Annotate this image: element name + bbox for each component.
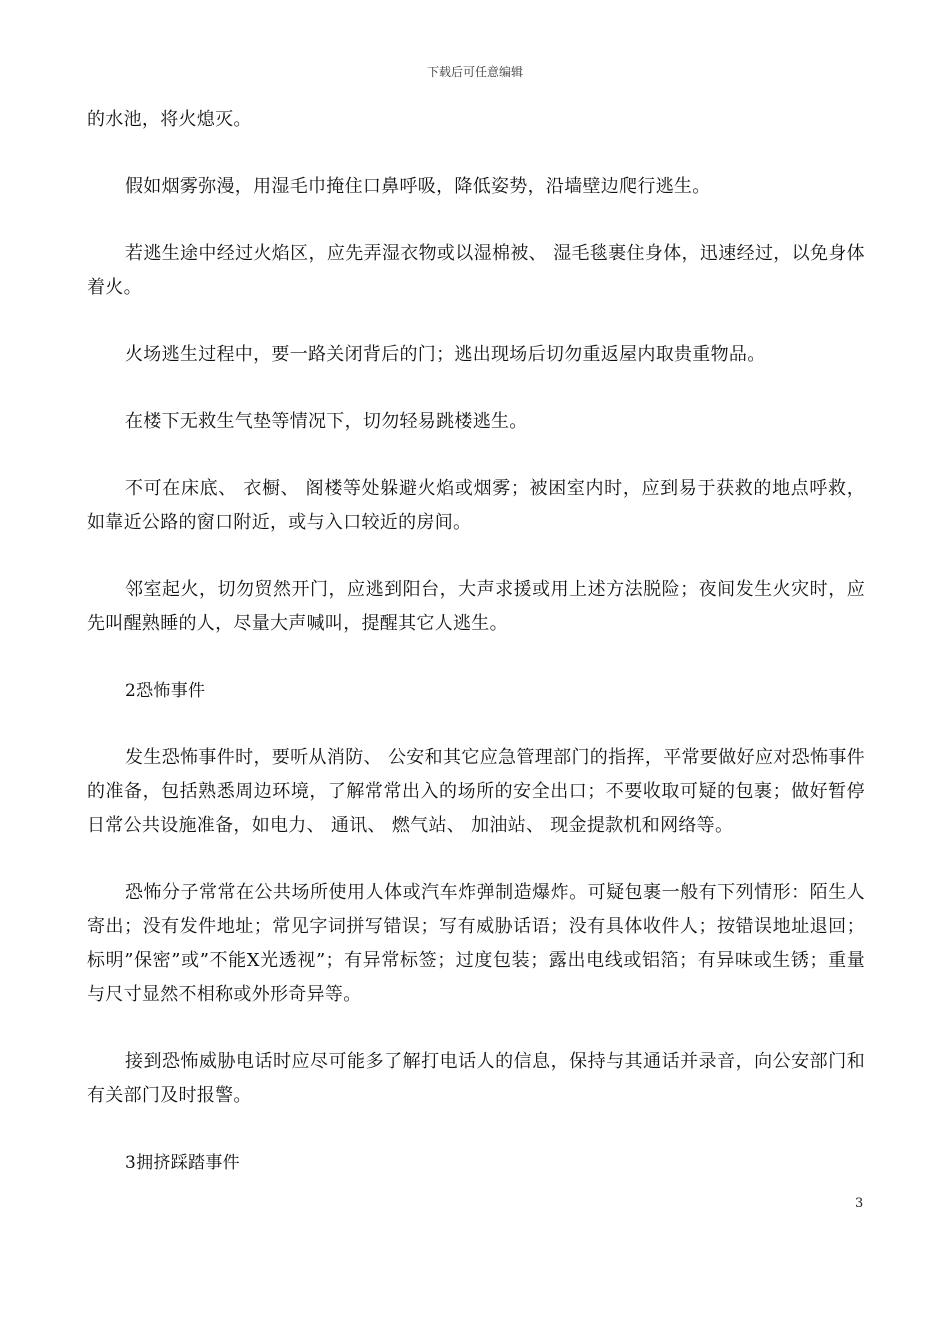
paragraph-neighbor-fire: 邻室起火，切勿贸然开门，应逃到阳台，大声求援或用上述方法脱险；夜间发生火灾时，应先叫醒熟睡的人，尽量大声喊叫，提醒其它人逃生。 bbox=[87, 579, 865, 634]
paragraph-suspicious-package: 恐怖分子常常在公共场所使用人体或汽车炸弹制造爆炸。可疑包裹一般有下列情形：陌生人寄出；没有发件地址；常见字词拼写错误；写有威胁话语；没有具体收件人；按错误地址退回；标明”保密”或”不能X光透视”；有异常标签；过度包装；露出电线或铝箔；有异味或生锈；重量与尺寸显然不相称或外形奇异等。 bbox=[87, 882, 865, 1005]
paragraph-terror-prep: 发生恐怖事件时，要听从消防、 公安和其它应急管理部门的指挥，平常要做好应对恐怖事件的准备，包括熟悉周边环境，了解常常出入的场所的安全出口；不要收取可疑的包裹；做好暂停日常公共设施准备，如电力、 通讯、 燃气站、 加油站、 现金提款机和网络等。 bbox=[87, 747, 865, 836]
section-heading-terror: 2恐怖事件 bbox=[125, 681, 206, 701]
paragraph-flame-zone: 若逃生途中经过火焰区，应先弄湿衣物或以湿棉被、 湿毛毯裹住身体，迅速经过，以免身体着火。 bbox=[87, 243, 865, 298]
paragraph-smoke: 假如烟雾弥漫，用湿毛巾掩住口鼻呼吸，降低姿势，沿墙壁边爬行逃生。 bbox=[125, 176, 711, 197]
page-number: 3 bbox=[855, 1196, 864, 1211]
paragraph-no-jumping: 在楼下无救生气垫等情况下，切勿轻易跳楼逃生。 bbox=[125, 411, 528, 432]
document-body bbox=[87, 103, 865, 1213]
page-header: 下载后可任意编辑 bbox=[426, 65, 523, 79]
paragraph-hiding: 不可在床底、 衣橱、 阁楼等处躲避火焰或烟雾；被困室内时，应到易于获救的地点呼救，如靠近公路的窗口附近，或与入口较近的房间。 bbox=[87, 478, 865, 533]
section-heading-stampede: 3拥挤踩踏事件 bbox=[125, 1153, 240, 1173]
paragraph-continuation: 的水池，将火熄灭。 bbox=[87, 109, 252, 130]
paragraph-threat-call: 接到恐怖威胁电话时应尽可能多了解打电话人的信息，保持与其通话并录音，向公安部门和有关部门及时报警。 bbox=[87, 1051, 865, 1106]
paragraph-close-doors: 火场逃生过程中，要一路关闭背后的门；逃出现场后切勿重返屋内取贵重物品。 bbox=[125, 344, 766, 365]
